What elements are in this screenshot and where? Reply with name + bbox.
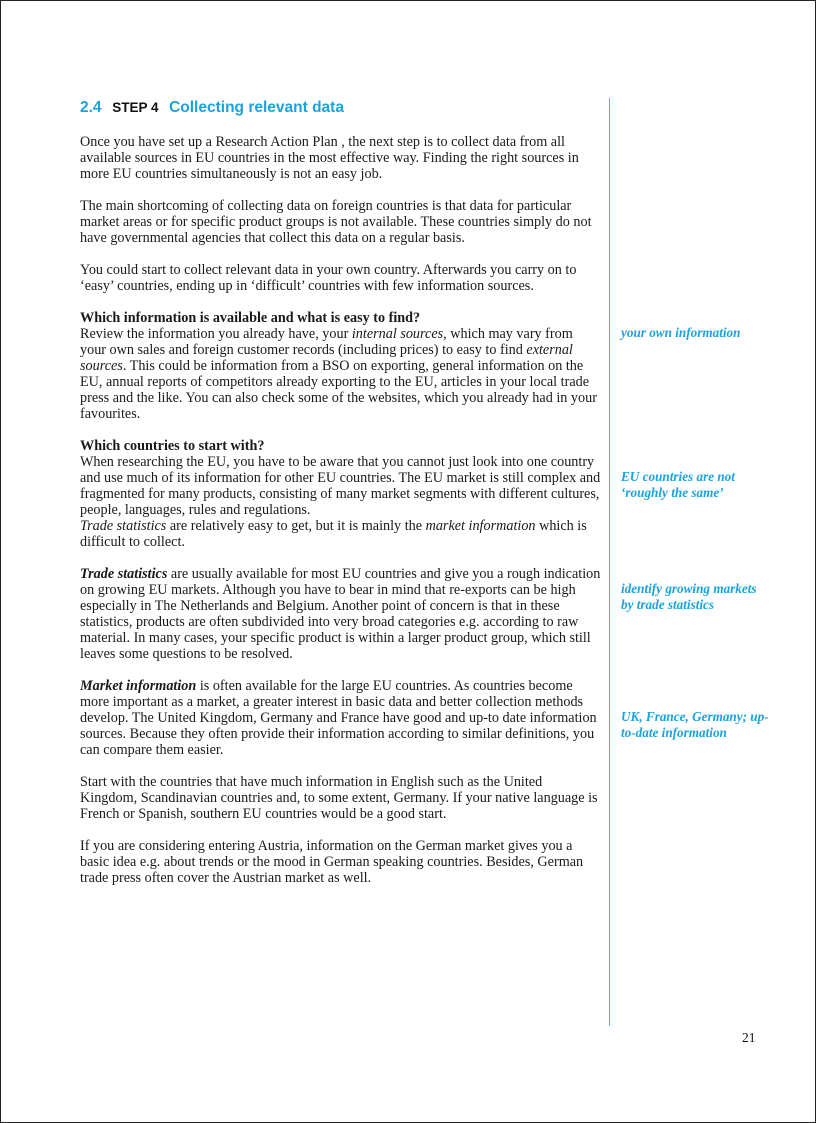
trade-statistics-text: are usually available for most EU countries and give you a rough indication on growing EU markets. Although you have to bear in mind that re-exports can be high especially in The Netherlands and Belgium. Another point of concern is that in these statistics, products are often subdivided into very broad categories e.g. according to raw material. In many cases, your specific product is within a larger product group, which still leaves some questions to be resolved. (80, 566, 601, 662)
heading-number: 2.4 (80, 99, 102, 116)
section2-title: Which countries to start with? (80, 438, 265, 454)
section1-text-c: . This could be information from a BSO on exporting, general information on the EU, annual reports of competitors already exporting to the EU, articles in your local trade press and the like. You can also check some of the websites, which you already had in your favourites. (80, 358, 597, 422)
closing-english-paragraph: Start with the countries that have much information in English such as the United Kingdom, Scandinavian countries and, to some extent, Germany. If your native language is French or Spanish, southern EU countries would be a good start. (80, 774, 598, 822)
intro-paragraph: Once you have set up a Research Action Plan , the next step is to collect data from all available sources in EU countries in the most effective way. Finding the right sources in more EU countries simultaneously is not an easy job. (80, 134, 579, 182)
heading-step: STEP 4 (112, 100, 159, 115)
section2-paragraph: When researching the EU, you have to be aware that you cannot just look into one country and use much of its information for other EU countries. The EU market is still complex and fragmented for many products, consisting of many market segments with different cultures, people, languages, rules and regulations. (80, 454, 601, 518)
margin-note-own-information: your own information (621, 325, 741, 340)
margin-divider (609, 98, 610, 1026)
section1-title: Which information is available and what is easy to find? (80, 310, 421, 326)
market-information-paragraph (80, 678, 602, 758)
margin-note-trade-statistics: identify growing markets by trade statistics (621, 581, 757, 612)
closing-austria-paragraph: If you are considering entering Austria, information on the German market gives you a basic idea e.g. about trends or the mood in German speaking countries. Besides, German trade press often cover the Austrian market as well. (80, 838, 584, 886)
section2-trade-paragraph (80, 518, 602, 550)
section2-text-b: which is difficult to collect. (80, 518, 587, 550)
page-number: 21 (742, 1030, 756, 1045)
section1-paragraph (80, 326, 602, 422)
trade-statistics-paragraph (80, 566, 602, 662)
own-country-paragraph: You could start to collect relevant data in your own country. Afterwards you carry on to ‘easy’ countries, ending up in ‘difficult’ countries with few information sources. (80, 262, 577, 294)
shortcoming-paragraph: The main shortcoming of collecting data on foreign countries is that data for particular market areas or for specific product groups is not available. These countries simply do not have governmental agencies that collect this data on a regular basis. (80, 198, 592, 246)
margin-note-up-to-date: UK, France, Germany; up-to-date information (621, 709, 769, 740)
main-column (80, 98, 602, 902)
section-heading (80, 98, 602, 118)
section1-external-sources: external sources (80, 342, 573, 374)
section1-text-b: , which may vary from your own sales and foreign customer records (including prices) to easy to find (80, 326, 573, 358)
market-information-lead: Market information (80, 678, 197, 694)
section2-trade-statistics: Trade statistics (80, 518, 167, 534)
section2-text-a: are relatively easy to get, but it is mainly the (166, 518, 426, 534)
margin-note-eu-countries: EU countries are not ‘roughly the same’ (621, 469, 735, 500)
section1-text-a: Review the information you already have, your (80, 326, 352, 342)
section2-market-information: market information (425, 518, 536, 534)
section1-internal-sources: internal sources (351, 326, 444, 342)
heading-title: Collecting relevant data (169, 99, 344, 116)
trade-statistics-lead: Trade statistics (80, 566, 168, 582)
market-information-text: is often available for the large EU countries. As countries become more important as a market, a greater interest in basic data and better collection methods develop. The United Kingdom, Germany and France have good and up-to date information sources. Because they often provide their information according to similar definitions, you can compare them easier. (80, 678, 597, 758)
